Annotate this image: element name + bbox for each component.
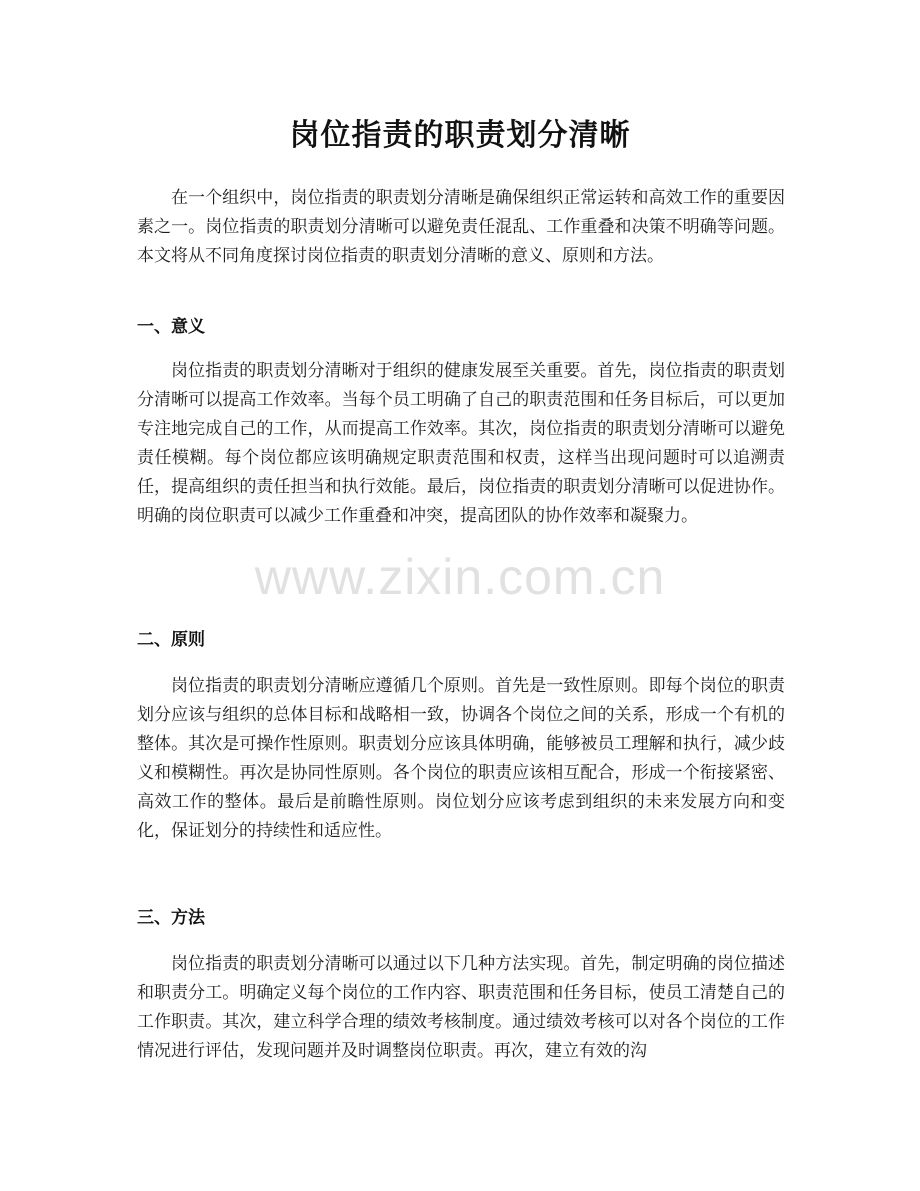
document-title: 岗位指责的职责划分清晰 [289, 118, 631, 153]
intro-paragraph: 在一个组织中，岗位指责的职责划分清晰是确保组织正常运转和高效工作的重要因素之一。岗位指责的职责划分清晰可以避免责任混乱、工作重叠和决策不明确等问题。本文将从不同角度探讨岗位指责的职责划分清晰的意义、原则和方法。 [137, 188, 785, 266]
section-body-significance: 岗位指责的职责划分清晰对于组织的健康发展至关重要。首先，岗位指责的职责划分清晰可以提高工作效率。当每个员工明确了自己的职责范围和任务目标后，可以更加专注地完成自己的工作，从而提高工作效率。其次，岗位指责的职责划分清晰可以避免责任模糊。每个岗位都应该明确规定职责范围和权责，这样当出现问题时可以追溯责任，提高组织的责任担当和执行效能。最后，岗位指责的职责划分清晰可以促进协作。明确的岗位职责可以减少工作重叠和冲突，提高团队的协作效率和凝聚力。 [137, 361, 785, 526]
section-heading-methods: 三、方法 [137, 908, 205, 928]
section-heading-principles: 二、原则 [137, 630, 205, 650]
section-body-methods: 岗位指责的职责划分清晰可以通过以下几种方法实现。首先，制定明确的岗位描述和职责分工。明确定义每个岗位的工作内容、职责范围和任务目标，使员工清楚自己的工作职责。其次，建立科学合理的绩效考核制度。通过绩效考核可以对各个岗位的工作情况进行评估，发现问题并及时调整岗位职责。再次，建立有效的沟 [137, 954, 785, 1061]
watermark-text: www.zixin.com.cn [254, 549, 666, 605]
section-heading-significance: 一、意义 [137, 317, 205, 337]
section-body-principles: 岗位指责的职责划分清晰应遵循几个原则。首先是一致性原则。即每个岗位的职责划分应该与组织的总体目标和战略相一致，协调各个岗位之间的关系，形成一个有机的整体。其次是可操作性原则。职责划分应该具体明确，能够被员工理解和执行，减少歧义和模糊性。再次是协同性原则。各个岗位的职责应该相互配合，形成一个衔接紧密、高效工作的整体。最后是前瞻性原则。岗位划分应该考虑到组织的未来发展方向和变化，保证划分的持续性和适应性。 [137, 676, 785, 841]
